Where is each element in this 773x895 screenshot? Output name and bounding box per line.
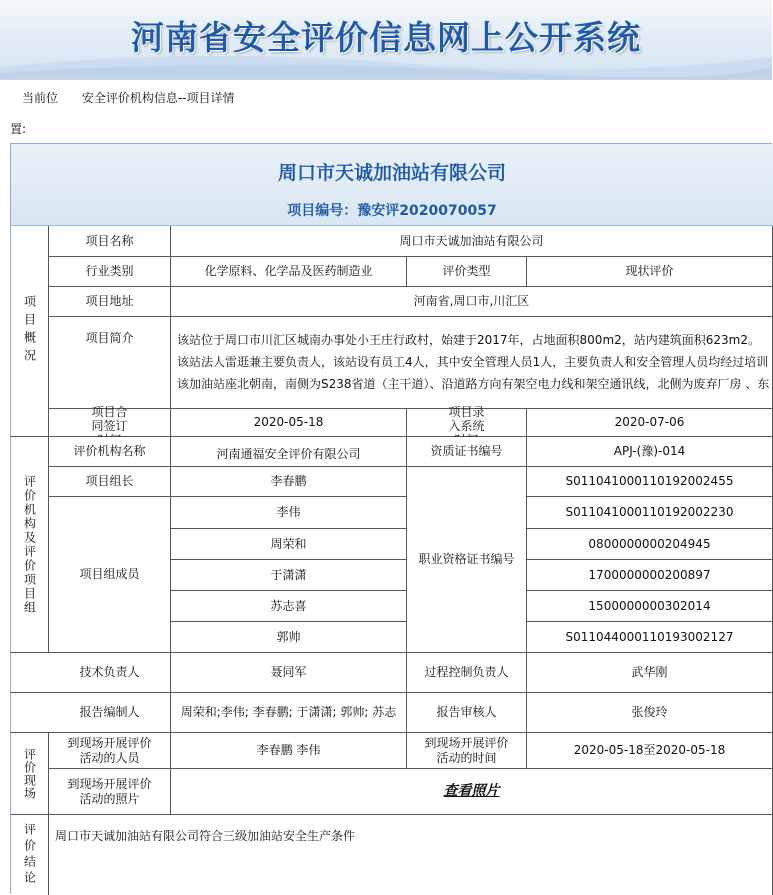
onsite-people-label: 到现场开展评价活动的人员 — [49, 733, 171, 769]
onsite-section-label: 评价现场 — [11, 733, 49, 815]
onsite-people-value: 李春鹏 李伟 — [171, 733, 407, 769]
cert-label: 资质证书编号 — [407, 437, 527, 467]
address-value: 河南省,周口市,川汇区 — [171, 287, 773, 317]
company-title: 周口市天诚加油站有限公司 — [277, 162, 506, 184]
member-cert: 0800000000204945 — [527, 529, 773, 560]
industry-label: 行业类别 — [49, 257, 171, 287]
project-detail-panel — [10, 143, 772, 894]
leader-label: 项目组长 — [49, 467, 171, 497]
member-name: 周荣和 — [171, 529, 407, 560]
intro-line: 该加油站座北朝南，南侧为S238省道（主干道）、沿道路方向有架空电力线和架空通讯线，北侧为废弃厂房 、东 — [177, 377, 770, 391]
team-section-label: 评价机构及评价项目组 — [11, 437, 49, 653]
report-author-value: 周荣和;李伟; 李春鹏; 于潇潇; 郭帅; 苏志 — [171, 693, 407, 733]
project-number-label: 项目编号： — [287, 203, 358, 219]
site-title: 河南省安全评价信息网上公开系统 — [131, 18, 641, 57]
contract-date-label: 项目合同签订 — [49, 409, 171, 437]
project-number-value: 豫安评2020070057 — [357, 203, 497, 219]
eval-type-value: 现状评价 — [527, 257, 773, 287]
contract-date-value: 2020-05-18 — [171, 409, 407, 437]
breadcrumb-text: 安全评价机构信息--项目详情 — [81, 91, 235, 105]
tech-lead-label: 技术负责人 — [11, 653, 171, 693]
member-cert: 1700000000200897 — [527, 560, 773, 591]
intro-label: 项目简介 — [49, 317, 171, 409]
project-name-label: 项目名称 — [49, 226, 171, 257]
report-author-label: 报告编制人 — [11, 693, 171, 733]
address-label: 项目地址 — [49, 287, 171, 317]
member-name: 苏志喜 — [171, 591, 407, 622]
process-lead-label: 过程控制负责人 — [407, 653, 527, 693]
tech-lead-value: 聂同军 — [171, 653, 407, 693]
intro-value — [171, 317, 773, 409]
org-value: 河南通福安全评价有限公司 — [171, 437, 407, 467]
report-reviewer-value: 张俊玲 — [527, 693, 773, 733]
eval-type-label: 评价类型 — [407, 257, 527, 287]
conclusion-value: 周口市天诚加油站有限公司符合三级加油站安全生产条件 — [49, 815, 773, 895]
intro-line: 该站法人雷逛兼主要负责人，该站设有员工4人，其中安全管理人员1人，主要负责人和安全管理人员均经过培训 — [177, 355, 769, 369]
onsite-time-value: 2020-05-18至2020-05-18 — [527, 733, 773, 769]
onsite-photos-cell — [171, 769, 773, 815]
breadcrumb — [22, 89, 235, 106]
project-name-value: 周口市天诚加油站有限公司 — [171, 226, 773, 257]
org-label: 评价机构名称 — [49, 437, 171, 467]
conclusion-section-label: 评价结论 — [11, 815, 49, 895]
project-number — [11, 200, 773, 220]
overview-section-label: 项目概况 — [11, 226, 49, 437]
report-reviewer-label: 报告审核人 — [407, 693, 527, 733]
breadcrumb-label-cont: 置: — [10, 122, 27, 136]
member-name: 于潇潇 — [171, 560, 407, 591]
project-header — [11, 144, 773, 226]
member-cert: S011041000110192002230 — [527, 497, 773, 529]
process-lead-value: 武华刚 — [527, 653, 773, 693]
onsite-time-label: 到现场开展评价活动的时间 — [407, 733, 527, 769]
member-cert: S011044000110193002127 — [527, 622, 773, 653]
entry-date-value: 2020-07-06 — [527, 409, 773, 437]
cert-value: APJ-(豫)-014 — [527, 437, 773, 467]
member-name: 李伟 — [171, 497, 407, 529]
member-cert: 1500000000302014 — [527, 591, 773, 622]
entry-date-label: 项目录入系统 — [407, 409, 527, 437]
members-label: 项目组成员 — [49, 497, 171, 653]
leader-name: 李春鹏 — [171, 467, 407, 497]
breadcrumb-label: 当前位 — [22, 91, 59, 105]
member-name: 郭帅 — [171, 622, 407, 653]
industry-value: 化学原料、化学品及医药制造业 — [171, 257, 407, 287]
qualification-label: 职业资格证书编号 — [407, 467, 527, 653]
onsite-photos-label: 到现场开展评价活动的照片 — [49, 769, 171, 815]
site-banner — [0, 0, 772, 80]
intro-line: 该站位于周口市川汇区城南办事处小王庄行政村，始建于2017年，占地面积800m2，站内建筑面积623m2。 — [177, 333, 760, 347]
leader-cert: S011041000110192002455 — [527, 467, 773, 497]
view-photos-link[interactable]: 查看照片 — [443, 783, 500, 799]
